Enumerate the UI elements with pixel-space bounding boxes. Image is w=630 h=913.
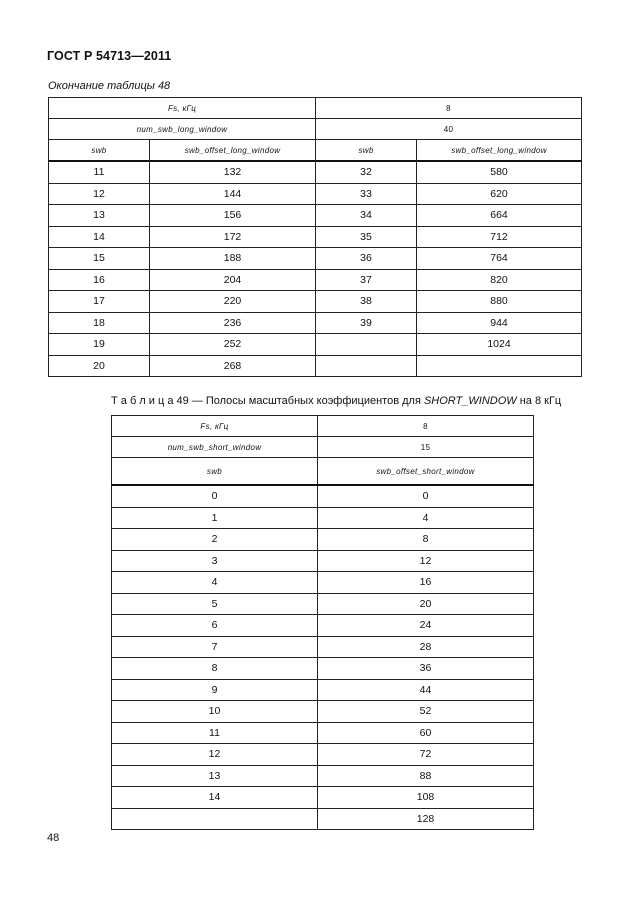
table-49 [111,415,534,830]
table-cell: 52 [318,701,534,723]
table-48 [48,97,582,377]
table-row [112,701,534,723]
table-cell: 944 [417,312,582,334]
table-row [112,615,534,637]
table-49-caption [111,395,561,407]
column-header: swb_offset_short_window [318,458,534,486]
table-cell: 268 [150,355,316,377]
caption-prefix: Т а б л и ц а 49 — Полосы масштабных коэффициентов для [111,395,424,407]
table-row-num-swb [112,437,534,458]
table-cell: 11 [49,161,150,183]
page-number: 48 [47,832,60,844]
table-cell: 60 [318,722,534,744]
table-cell: 13 [49,205,150,227]
table-cell [316,334,417,356]
table-cell: 3 [112,550,318,572]
table-row [49,161,582,183]
table-row [49,269,582,291]
table-cell: 44 [318,679,534,701]
table-cell: 144 [150,183,316,205]
table-row [49,226,582,248]
table-cell: 8 [318,529,534,551]
num-swb-value: 40 [316,119,582,140]
table-cell: 20 [318,593,534,615]
table-cell: 1 [112,507,318,529]
table-cell: 6 [112,615,318,637]
table-row [49,355,582,377]
table-cell: 4 [112,572,318,594]
table-cell: 37 [316,269,417,291]
table-cell [316,355,417,377]
table-row [112,787,534,809]
fs-label: Fs, кГц [112,416,318,437]
table-row [49,291,582,313]
caption-italic: SHORT_WINDOW [423,395,517,407]
table-cell: 14 [112,787,318,809]
table-cell: 108 [318,787,534,809]
table-cell: 712 [417,226,582,248]
column-header: swb [49,140,150,162]
table-cell: 36 [318,658,534,680]
table-row [49,334,582,356]
table-cell: 580 [417,161,582,183]
column-header: swb [112,458,318,486]
caption-suffix: на 8 кГц [516,395,562,407]
table-cell: 12 [112,744,318,766]
table-cell: 32 [316,161,417,183]
table-cell: 39 [316,312,417,334]
table-cell: 8 [112,658,318,680]
num-swb-label: num_swb_long_window [49,119,316,140]
table-cell: 16 [49,269,150,291]
table-cell: 5 [112,593,318,615]
table-cell: 620 [417,183,582,205]
table-cell: 19 [49,334,150,356]
table-cell: 15 [49,248,150,270]
table-cell: 18 [49,312,150,334]
table-row [112,507,534,529]
table-row [112,744,534,766]
table-cell: 33 [316,183,417,205]
table-cell: 820 [417,269,582,291]
table-row [112,485,534,507]
table-cell: 17 [49,291,150,313]
column-header: swb_offset_long_window [150,140,316,162]
table-cell: 1024 [417,334,582,356]
table-row [112,572,534,594]
table-cell: 88 [318,765,534,787]
num-swb-value: 15 [318,437,534,458]
table-cell: 36 [316,248,417,270]
document-header: ГОСТ Р 54713—2011 [47,49,172,63]
column-header: swb [316,140,417,162]
table-header-row [112,458,534,486]
fs-label: Fs, кГц [49,98,316,119]
fs-value: 8 [318,416,534,437]
table-cell: 204 [150,269,316,291]
table-row [112,529,534,551]
table-row-fs [49,98,582,119]
table-cell: 14 [49,226,150,248]
table-row [112,722,534,744]
table-cell: 236 [150,312,316,334]
table-cell: 12 [49,183,150,205]
table-row [49,312,582,334]
table-cell: 11 [112,722,318,744]
table-cell [417,355,582,377]
table-cell: 34 [316,205,417,227]
table-cell: 2 [112,529,318,551]
table-cell: 188 [150,248,316,270]
table-cell: 132 [150,161,316,183]
table-cell: 38 [316,291,417,313]
table-cell: 4 [318,507,534,529]
table-cell: 172 [150,226,316,248]
table-cell: 16 [318,572,534,594]
column-header: swb_offset_long_window [417,140,582,162]
table-row [112,765,534,787]
table-row [112,808,534,830]
table-cell: 13 [112,765,318,787]
table-row [112,636,534,658]
table-cell: 0 [112,485,318,507]
table-cell: 9 [112,679,318,701]
table-cell: 664 [417,205,582,227]
table-row [49,248,582,270]
table-row [112,679,534,701]
fs-value: 8 [316,98,582,119]
table-cell [112,808,318,830]
table-header-row [49,140,582,162]
table-row [112,593,534,615]
table-cell: 10 [112,701,318,723]
num-swb-label: num_swb_short_window [112,437,318,458]
table-cell: 12 [318,550,534,572]
table-cell: 880 [417,291,582,313]
table-cell: 28 [318,636,534,658]
table-cell: 156 [150,205,316,227]
table-cell: 20 [49,355,150,377]
table-48-caption: Окончание таблицы 48 [48,80,171,92]
table-cell: 220 [150,291,316,313]
table-cell: 128 [318,808,534,830]
table-cell: 24 [318,615,534,637]
table-row [112,550,534,572]
table-row [49,183,582,205]
table-row-fs [112,416,534,437]
table-row [112,658,534,680]
table-cell: 7 [112,636,318,658]
table-row [49,205,582,227]
table-cell: 72 [318,744,534,766]
table-cell: 252 [150,334,316,356]
table-cell: 35 [316,226,417,248]
table-row-num-swb [49,119,582,140]
table-cell: 0 [318,485,534,507]
table-cell: 764 [417,248,582,270]
